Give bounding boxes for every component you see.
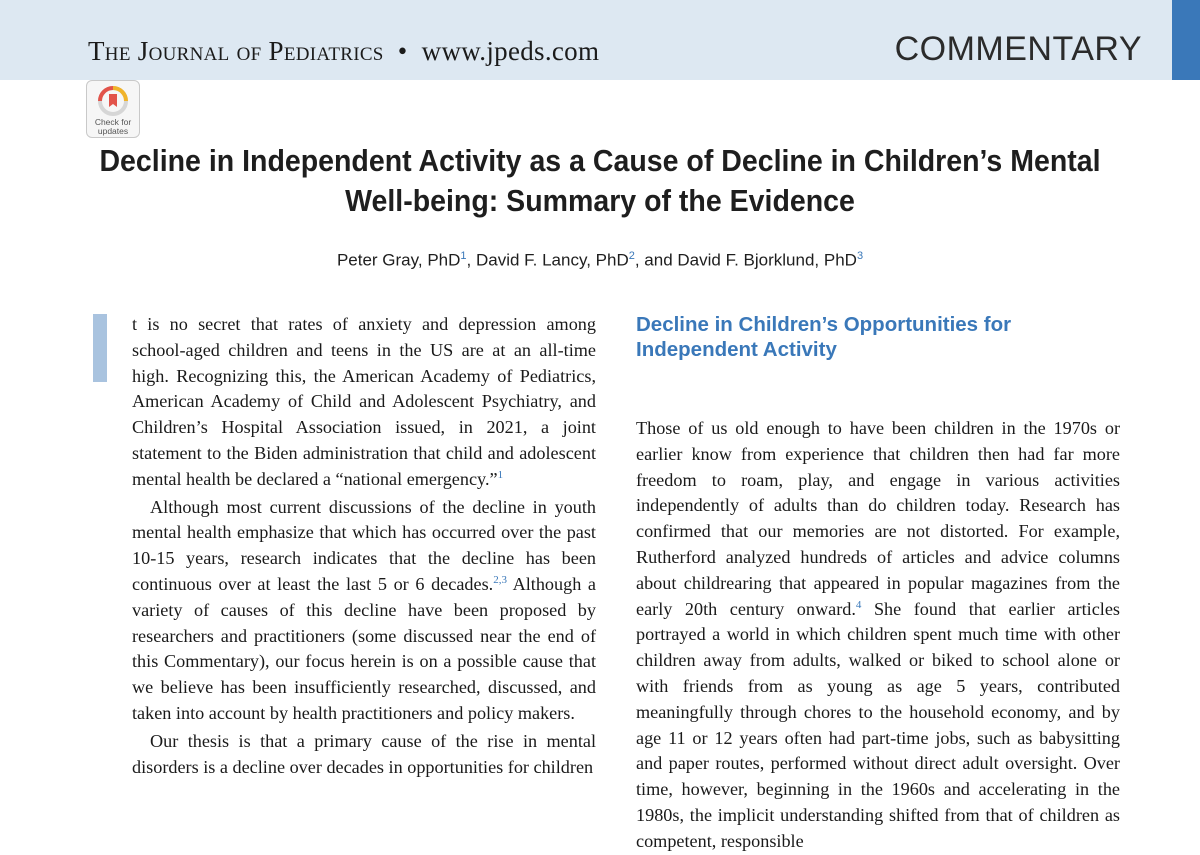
body-paragraph — [132, 312, 596, 493]
paragraph-text: She found that earlier articles portrayed a world in which children spent much time with other children away from adults, walked or biked to school alone or with friends from as young as age 5 years, contributed meaningfully through chores to the household economy, and by age 11 or 12 years often had part-time jobs, such as babysitting and paper routes, performed without direct adult oversight. Over time, however, beginning in the 1960s and accelerating in the 1980s, the implicit understanding shifted from that of children as competent, responsible — [636, 598, 1120, 851]
journal-masthead — [88, 36, 599, 67]
drop-cap-letter-i — [93, 314, 107, 382]
citation-ref[interactable]: 1 — [497, 468, 504, 481]
header-accent-stripe — [1172, 0, 1200, 80]
body-paragraph — [636, 416, 1120, 855]
body-paragraph — [132, 495, 596, 727]
article-title — [48, 141, 1152, 221]
journal-header — [0, 0, 1200, 80]
paragraph-text: Our thesis is that a primary cause of the rise in mental disorders is a decline over decades in opportunities for children — [132, 730, 596, 777]
author-separator: , and — [634, 250, 678, 270]
author-affiliation-ref[interactable]: 2 — [628, 250, 635, 262]
check-for-updates-icon — [98, 86, 128, 116]
section-heading — [636, 312, 1120, 362]
right-column — [636, 312, 1120, 855]
section-label: COMMENTARY — [894, 30, 1142, 68]
heading-line-1: Decline in Children’s Opportunities for — [636, 313, 1012, 336]
heading-line-2: Independent Activity — [636, 338, 837, 361]
citation-ref[interactable]: 2,3 — [493, 573, 507, 586]
paragraph-text: Those of us old enough to have been children in the 1970s or earlier know from experience that children then had far more freedom to roam, play, and engage in various activities independently of adults than do children today. Research has confirmed that our memories are not distorted. For example, Rutherford analyzed hundreds of articles and advice columns about childrearing that appeared in popular magazines from the early 20th century onward. — [636, 418, 1120, 619]
author-name: David F. Lancy, PhD — [475, 250, 629, 270]
masthead-separator: • — [397, 36, 408, 66]
author-name: David F. Bjorklund, PhD — [677, 250, 857, 270]
citation-ref[interactable]: 4 — [855, 598, 862, 611]
paragraph-text: t is no secret that rates of anxiety and depression among school-aged children and teens in the US are at an all-time high. Recognizing this, the American Academy of Pediatrics, American Academy of Child and Adolescent Psychiatry, and Children’s Hospital Association issued, in 2021, a joint statement to the Biden administration that child and adolescent mental health be declared a “national emergency.” — [132, 314, 596, 489]
journal-website[interactable]: www.jpeds.com — [421, 36, 600, 66]
journal-name: The Journal of Pediatrics — [88, 36, 384, 66]
body-paragraph — [132, 729, 596, 781]
paragraph-text: Although a variety of causes of this decline have been proposed by researchers and practitioners (some discussed near the end of this Commentary), our focus herein is on a possible cause that we believe has been insufficiently researched, discussed, and taken into account by health practitioners and policy makers. — [132, 573, 596, 723]
author-affiliation-ref[interactable]: 3 — [856, 250, 864, 262]
check-for-updates-badge[interactable] — [86, 80, 140, 138]
paragraph-text: Although most current discussions of the decline in youth mental health emphasize that which has occurred over the past 10-15 years, research indicates that the decline has been continuous over at least the last 5 or 6 decades. — [132, 496, 596, 594]
left-column — [132, 312, 596, 780]
title-line-2: Well-being: Summary of the Evidence — [345, 183, 855, 218]
author-name: Peter Gray, PhD — [336, 250, 461, 270]
title-line-1: Decline in Independent Activity as a Cause of Decline in Children’s Mental — [99, 143, 1101, 178]
author-separator: , — [466, 250, 476, 270]
author-list — [0, 250, 1200, 271]
check-for-updates-label: Check for updates — [94, 117, 132, 136]
author-affiliation-ref[interactable]: 1 — [460, 250, 467, 262]
